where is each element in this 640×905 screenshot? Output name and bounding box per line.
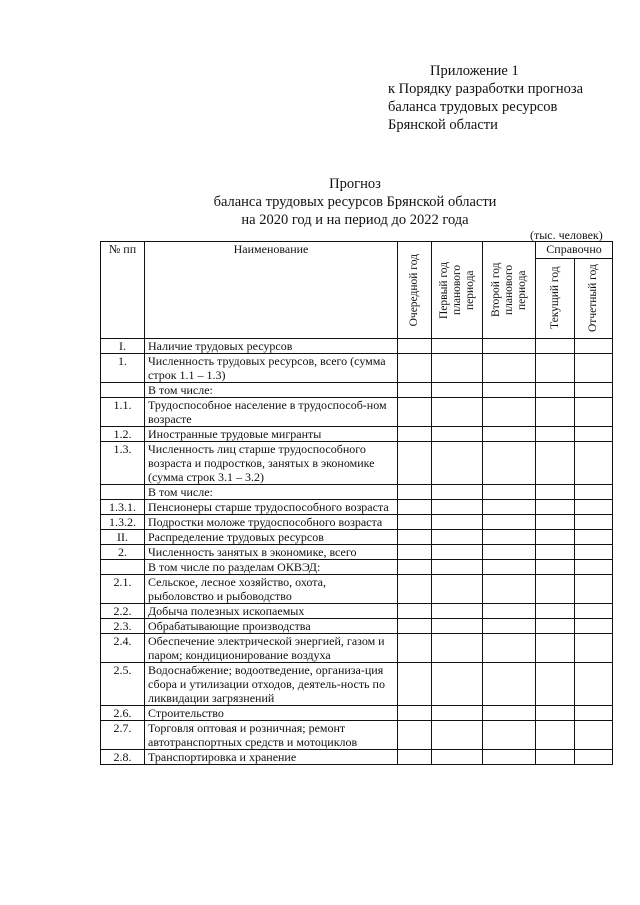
cell-plan-year-2 <box>483 634 536 663</box>
cell-plan-year-1 <box>432 575 483 604</box>
cell-current-year <box>536 750 575 765</box>
header-name: Наименование <box>145 242 398 339</box>
cell-plan-year-2 <box>483 560 536 575</box>
row-number: 2.2. <box>101 604 145 619</box>
cell-plan-year-1 <box>432 634 483 663</box>
row-number: I. <box>101 339 145 354</box>
cell-plan-year-2 <box>483 383 536 398</box>
row-name: Торговля оптовая и розничная; ремонт автотранспортных средств и мотоциклов <box>145 721 398 750</box>
header-plan-year-1-text: Первый год планового периода <box>437 261 476 319</box>
row-number: 1.3.2. <box>101 515 145 530</box>
table-row <box>101 485 613 500</box>
table-row <box>101 750 613 765</box>
cell-report-year <box>575 530 613 545</box>
table-row <box>101 427 613 442</box>
header-plan-year-2 <box>483 242 536 339</box>
cell-current-year <box>536 663 575 706</box>
row-number: 1. <box>101 354 145 383</box>
cell-plan-year-2 <box>483 721 536 750</box>
cell-report-year <box>575 485 613 500</box>
row-name: В том числе по разделам ОКВЭД: <box>145 560 398 575</box>
cell-plan-year-1 <box>432 515 483 530</box>
row-name: Сельское, лесное хозяйство, охота, рыболовство и рыбоводство <box>145 575 398 604</box>
title-line-1: Прогноз <box>329 176 381 192</box>
cell-current-year <box>536 575 575 604</box>
row-number: 1.3.1. <box>101 500 145 515</box>
table-row <box>101 398 613 427</box>
row-number: 2.1. <box>101 575 145 604</box>
cell-report-year <box>575 663 613 706</box>
cell-current-year <box>536 545 575 560</box>
cell-current-year <box>536 604 575 619</box>
row-number: 2.3. <box>101 619 145 634</box>
row-name: Строительство <box>145 706 398 721</box>
cell-next-year <box>398 721 432 750</box>
table-row <box>101 663 613 706</box>
cell-next-year <box>398 500 432 515</box>
cell-report-year <box>575 545 613 560</box>
cell-plan-year-2 <box>483 485 536 500</box>
cell-current-year <box>536 485 575 500</box>
cell-plan-year-1 <box>432 750 483 765</box>
cell-next-year <box>398 354 432 383</box>
cell-plan-year-2 <box>483 750 536 765</box>
row-name: Распределение трудовых ресурсов <box>145 530 398 545</box>
row-name: Численность трудовых ресурсов, всего (сумма строк 1.1 – 1.3) <box>145 354 398 383</box>
cell-plan-year-1 <box>432 604 483 619</box>
cell-current-year <box>536 339 575 354</box>
cell-report-year <box>575 398 613 427</box>
cell-report-year <box>575 706 613 721</box>
row-name: Обеспечение электрической энергией, газом и паром; кондиционирование воздуха <box>145 634 398 663</box>
title-line-3: на 2020 год и на период до 2022 года <box>241 212 469 228</box>
cell-plan-year-2 <box>483 575 536 604</box>
cell-current-year <box>536 721 575 750</box>
row-name: В том числе: <box>145 383 398 398</box>
header-next-year-text: Очередной год <box>407 253 420 327</box>
cell-current-year <box>536 427 575 442</box>
row-number: 2.8. <box>101 750 145 765</box>
cell-plan-year-2 <box>483 500 536 515</box>
table-row <box>101 619 613 634</box>
cell-plan-year-2 <box>483 515 536 530</box>
cell-report-year <box>575 560 613 575</box>
header-num: № пп <box>101 242 145 339</box>
cell-next-year <box>398 442 432 485</box>
cell-next-year <box>398 530 432 545</box>
cell-next-year <box>398 575 432 604</box>
appendix-line-4: Брянской области <box>388 117 498 133</box>
table-body <box>101 339 613 765</box>
row-name: Иностранные трудовые мигранты <box>145 427 398 442</box>
row-name: Численность лиц старше трудоспособного возраста и подростков, занятых в экономике (сумма строк 3.1 – 3.2) <box>145 442 398 485</box>
row-number <box>101 485 145 500</box>
row-name: В том числе: <box>145 485 398 500</box>
cell-current-year <box>536 619 575 634</box>
cell-report-year <box>575 721 613 750</box>
table-row <box>101 500 613 515</box>
row-number: II. <box>101 530 145 545</box>
cell-plan-year-1 <box>432 354 483 383</box>
header-reference: Справочно <box>536 242 613 259</box>
cell-plan-year-2 <box>483 442 536 485</box>
cell-plan-year-1 <box>432 485 483 500</box>
table-row <box>101 339 613 354</box>
cell-current-year <box>536 383 575 398</box>
cell-next-year <box>398 604 432 619</box>
cell-next-year <box>398 750 432 765</box>
table-row <box>101 545 613 560</box>
row-number: 1.2. <box>101 427 145 442</box>
cell-plan-year-2 <box>483 604 536 619</box>
row-name: Трудоспособное население в трудоспособ-ном возрасте <box>145 398 398 427</box>
cell-plan-year-1 <box>432 545 483 560</box>
row-number: 2.4. <box>101 634 145 663</box>
cell-next-year <box>398 706 432 721</box>
row-number: 1.1. <box>101 398 145 427</box>
header-current-year-text: Текущий год <box>548 266 561 330</box>
appendix-block <box>388 62 628 134</box>
table-row <box>101 721 613 750</box>
cell-current-year <box>536 706 575 721</box>
row-name: Подростки моложе трудоспособного возраста <box>145 515 398 530</box>
cell-next-year <box>398 663 432 706</box>
cell-next-year <box>398 339 432 354</box>
table-row <box>101 706 613 721</box>
cell-plan-year-2 <box>483 427 536 442</box>
cell-report-year <box>575 354 613 383</box>
cell-plan-year-1 <box>432 619 483 634</box>
cell-next-year <box>398 515 432 530</box>
cell-next-year <box>398 427 432 442</box>
cell-current-year <box>536 398 575 427</box>
cell-report-year <box>575 634 613 663</box>
cell-plan-year-2 <box>483 530 536 545</box>
header-report-year-text: Отчетный год <box>587 264 599 332</box>
row-name: Пенсионеры старше трудоспособного возраста <box>145 500 398 515</box>
table-row <box>101 634 613 663</box>
table-row <box>101 604 613 619</box>
document-title <box>160 175 550 229</box>
appendix-line-3: баланса трудовых ресурсов <box>388 99 558 115</box>
cell-report-year <box>575 500 613 515</box>
cell-current-year <box>536 500 575 515</box>
cell-report-year <box>575 515 613 530</box>
cell-current-year <box>536 354 575 383</box>
header-plan-year-2-text: Второй год планового периода <box>489 262 528 318</box>
cell-plan-year-1 <box>432 442 483 485</box>
table-row <box>101 575 613 604</box>
cell-plan-year-2 <box>483 545 536 560</box>
row-name: Транспортировка и хранение <box>145 750 398 765</box>
cell-next-year <box>398 619 432 634</box>
cell-current-year <box>536 442 575 485</box>
cell-plan-year-1 <box>432 383 483 398</box>
table-row <box>101 530 613 545</box>
cell-next-year <box>398 398 432 427</box>
table-row <box>101 442 613 485</box>
header-next-year <box>398 242 432 339</box>
cell-plan-year-1 <box>432 560 483 575</box>
row-number <box>101 383 145 398</box>
cell-plan-year-1 <box>432 721 483 750</box>
title-line-2: баланса трудовых ресурсов Брянской области <box>213 194 497 210</box>
table-row <box>101 560 613 575</box>
row-name: Численность занятых в экономике, всего <box>145 545 398 560</box>
cell-report-year <box>575 383 613 398</box>
row-number: 2. <box>101 545 145 560</box>
cell-next-year <box>398 545 432 560</box>
header-row-1 <box>101 242 613 259</box>
cell-next-year <box>398 634 432 663</box>
cell-plan-year-1 <box>432 427 483 442</box>
cell-plan-year-2 <box>483 663 536 706</box>
row-name: Водоснабжение; водоотведение, организа-ция сбора и утилизации отходов, деятель-ность по ликвидации загрязнений <box>145 663 398 706</box>
row-number: 2.5. <box>101 663 145 706</box>
row-number <box>101 560 145 575</box>
cell-plan-year-1 <box>432 398 483 427</box>
appendix-line-2: к Порядку разработки прогноза <box>388 81 584 97</box>
table-row <box>101 383 613 398</box>
row-number: 2.7. <box>101 721 145 750</box>
header-report-year <box>575 259 613 339</box>
header-current-year <box>536 259 575 339</box>
cell-current-year <box>536 560 575 575</box>
table-row <box>101 354 613 383</box>
cell-plan-year-2 <box>483 619 536 634</box>
cell-report-year <box>575 442 613 485</box>
cell-plan-year-2 <box>483 339 536 354</box>
cell-next-year <box>398 560 432 575</box>
cell-current-year <box>536 530 575 545</box>
appendix-line-1: Приложение 1 <box>430 63 519 79</box>
row-number: 1.3. <box>101 442 145 485</box>
row-name: Добыча полезных ископаемых <box>145 604 398 619</box>
cell-report-year <box>575 619 613 634</box>
table-row <box>101 515 613 530</box>
cell-plan-year-1 <box>432 706 483 721</box>
cell-plan-year-2 <box>483 354 536 383</box>
cell-plan-year-1 <box>432 663 483 706</box>
cell-plan-year-1 <box>432 500 483 515</box>
cell-plan-year-1 <box>432 339 483 354</box>
cell-report-year <box>575 339 613 354</box>
cell-plan-year-2 <box>483 706 536 721</box>
cell-plan-year-1 <box>432 530 483 545</box>
row-number: 2.6. <box>101 706 145 721</box>
row-name: Обрабатывающие производства <box>145 619 398 634</box>
units-label: (тыс. человек) <box>530 228 603 242</box>
cell-report-year <box>575 575 613 604</box>
cell-next-year <box>398 485 432 500</box>
cell-report-year <box>575 604 613 619</box>
header-plan-year-1 <box>432 242 483 339</box>
cell-report-year <box>575 750 613 765</box>
cell-next-year <box>398 383 432 398</box>
cell-current-year <box>536 634 575 663</box>
cell-report-year <box>575 427 613 442</box>
cell-plan-year-2 <box>483 398 536 427</box>
forecast-table <box>100 241 613 765</box>
row-name: Наличие трудовых ресурсов <box>145 339 398 354</box>
cell-current-year <box>536 515 575 530</box>
